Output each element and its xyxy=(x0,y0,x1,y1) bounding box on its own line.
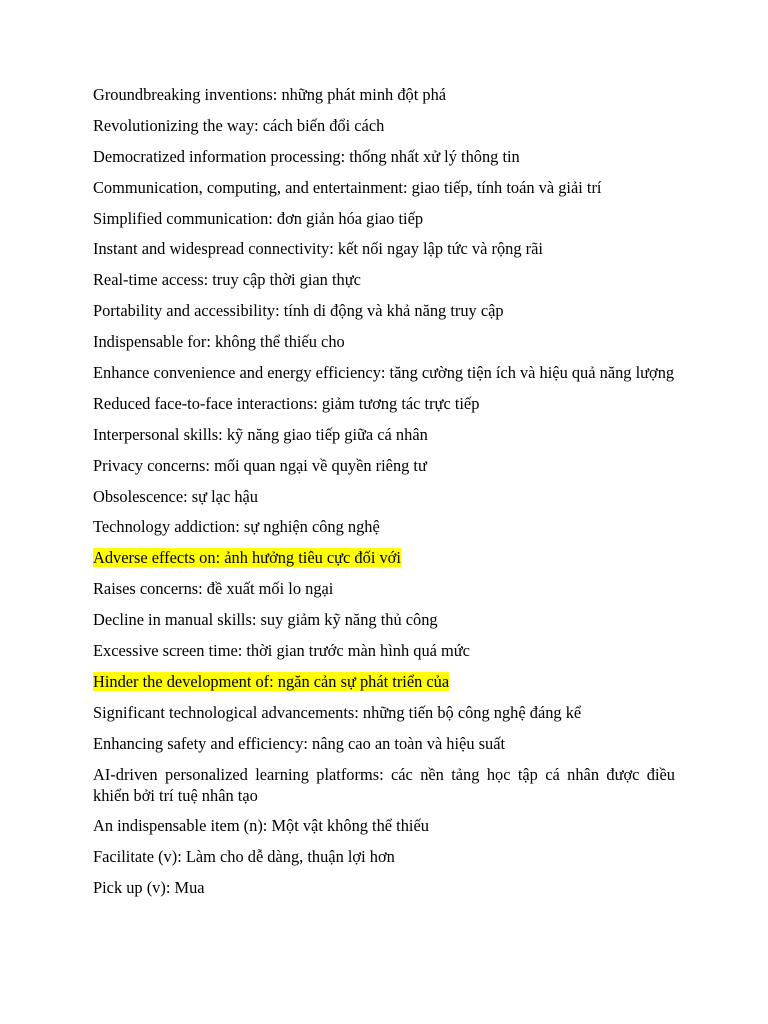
vocab-entry xyxy=(93,300,675,321)
vocab-entry xyxy=(93,146,675,167)
entry-text: Pick up (v): Mua xyxy=(93,878,205,898)
vocab-entry xyxy=(93,877,675,898)
entry-text: Raises concerns: đề xuất mối lo ngại xyxy=(93,579,334,599)
entry-text: Significant technological advancements: những tiến bộ công nghệ đáng kể xyxy=(93,702,582,722)
entry-text: Instant and widespread connectivity: kết nối ngay lập tức và rộng rãi xyxy=(93,239,543,259)
vocab-entry xyxy=(93,609,675,630)
entry-text: Groundbreaking inventions: những phát minh đột phá xyxy=(93,85,447,104)
entry-text: AI-driven personalized learning platforms: các nền tảng học tập cá nhân được điều khiển bởi trí tuệ nhân tạo xyxy=(93,764,675,805)
vocab-entry xyxy=(93,424,675,445)
highlighted-entry-text: Adverse effects on: ảnh hưởng tiêu cực đối với xyxy=(93,548,401,568)
entry-text: Excessive screen time: thời gian trước màn hình quá mức xyxy=(93,641,470,661)
document-page xyxy=(93,84,675,908)
entry-text: Enhance convenience and energy efficiency: tăng cường tiện ích và hiệu quả năng lượng xyxy=(93,363,675,383)
vocab-entry xyxy=(93,846,675,867)
vocab-entry xyxy=(93,733,675,754)
highlighted-entry-text: Hinder the development of: ngăn cản sự phát triển của xyxy=(93,671,450,691)
vocab-entry xyxy=(93,362,675,383)
vocab-entry xyxy=(93,516,675,537)
entry-text: Democratized information processing: thống nhất xử lý thông tin xyxy=(93,146,520,166)
vocab-entry xyxy=(93,671,675,692)
vocab-entry xyxy=(93,238,675,259)
entry-text: Simplified communication: đơn giản hóa giao tiếp xyxy=(93,208,424,228)
vocab-entry xyxy=(93,640,675,661)
vocab-entry xyxy=(93,84,675,105)
vocab-entry xyxy=(93,764,675,806)
entry-text: Facilitate (v): Làm cho dễ dàng, thuận lợi hơn xyxy=(93,847,395,867)
vocab-entry xyxy=(93,177,675,198)
vocab-entry xyxy=(93,547,675,568)
entry-text: Decline in manual skills: suy giảm kỹ năng thủ công xyxy=(93,610,438,630)
vocab-entry xyxy=(93,815,675,836)
entry-text: Interpersonal skills: kỹ năng giao tiếp giữa cá nhân xyxy=(93,424,428,444)
entry-text: Communication, computing, and entertainment: giao tiếp, tính toán và giải trí xyxy=(93,177,602,197)
vocab-entry xyxy=(93,269,675,290)
vocab-entry xyxy=(93,455,675,476)
vocab-entry xyxy=(93,578,675,599)
vocab-entry xyxy=(93,393,675,414)
entry-text: An indispensable item (n): Một vật không thể thiếu xyxy=(93,816,429,836)
entry-text: Obsolescence: sự lạc hậu xyxy=(93,486,258,506)
vocab-entry xyxy=(93,331,675,352)
vocab-entry xyxy=(93,115,675,136)
vocab-entry xyxy=(93,486,675,507)
entry-text: Technology addiction: sự nghiện công nghệ xyxy=(93,517,380,537)
entry-text: Portability and accessibility: tính di động và khả năng truy cập xyxy=(93,301,504,321)
vocab-entry xyxy=(93,208,675,229)
entry-text: Privacy concerns: mối quan ngại về quyền riêng tư xyxy=(93,455,427,475)
entry-text: Revolutionizing the way: cách biến đổi cách xyxy=(93,115,385,135)
entry-text: Enhancing safety and efficiency: nâng cao an toàn và hiệu suất xyxy=(93,733,506,753)
entry-text: Indispensable for: không thể thiếu cho xyxy=(93,332,345,352)
entry-text: Real-time access: truy cập thời gian thực xyxy=(93,270,361,290)
vocab-entry xyxy=(93,702,675,723)
entry-text: Reduced face-to-face interactions: giảm tương tác trực tiếp xyxy=(93,393,480,413)
